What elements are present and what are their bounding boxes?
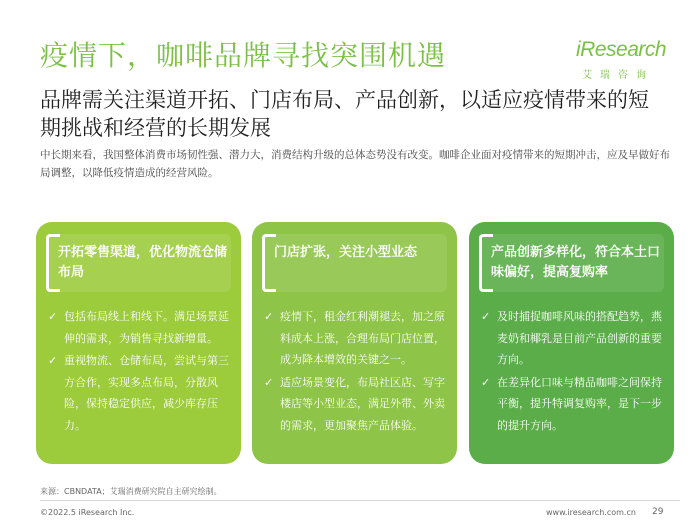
check-icon: ✓	[264, 310, 274, 323]
list-item-text: 包括布局线上和线下。满足场景延伸的需求，为销售寻找新增量。	[64, 310, 229, 345]
list-item-text: 疫情下，租金红利潮褪去，加之原料成本上涨，合理布局门店位置，成为降本增效的关键之一。	[280, 310, 445, 366]
footer-website: www.iresearch.com.cn	[546, 508, 636, 517]
page-title: 疫情下，咖啡品牌寻找突围机遇	[40, 39, 447, 72]
check-icon: ✓	[481, 310, 491, 323]
list-item	[48, 306, 233, 349]
list-item-text: 重视物流、仓储布局，尝试与第三方合作，实现多点布局，分散风险，保持稳定供应，减少库存压力。	[64, 354, 229, 432]
footer-copyright: ©2022.5 iResearch Inc.	[40, 508, 135, 517]
card-header	[262, 234, 447, 292]
card-header	[479, 234, 664, 292]
page-number: 29	[652, 507, 664, 517]
check-icon: ✓	[264, 375, 274, 389]
list-item	[264, 306, 449, 371]
check-icon: ✓	[48, 354, 58, 367]
list-item-text: 在差异化口味与精品咖啡之间保持平衡，提升特调复购率，是下一步的提升方向。	[497, 375, 662, 432]
logo-subtext: 艾瑞咨询	[582, 70, 654, 81]
page-description: 中长期来看，我国整体消费市场韧性强、潜力大，消费结构升级的总体态势没有改变。咖啡企业面对疫情带来的短期冲击，应及早做好布局调整，以降低疫情造成的经营风险。	[40, 149, 670, 179]
footer-divider	[40, 500, 680, 501]
card-title: 开拓零售渠道，优化物流仓储布局	[58, 245, 228, 280]
list-item	[48, 350, 233, 436]
card-store-expansion	[252, 222, 457, 464]
list-item-text: 及时捕捉咖啡风味的搭配趋势，燕麦奶和椰乳是目前产品创新的重要方向。	[497, 310, 662, 366]
list-item-text: 适应场景变化，布局社区店、写字楼店等小型业态，满足外带、外卖的需求，更加聚焦产品体验。	[280, 375, 445, 432]
check-icon: ✓	[48, 310, 58, 323]
card-item-list	[264, 306, 449, 437]
list-item	[481, 372, 666, 437]
card-retail-channel	[36, 222, 241, 464]
card-title: 门店扩张，关注小型业态	[274, 245, 418, 260]
list-item	[481, 306, 666, 371]
card-header	[46, 234, 231, 292]
source-note: 来源：CBNDATA；艾瑞消费研究院自主研究绘制。	[40, 487, 222, 496]
list-item	[264, 372, 449, 437]
check-icon: ✓	[481, 375, 491, 389]
page-subtitle: 品牌需关注渠道开拓、门店布局、产品创新，以适应疫情带来的短期挑战和经营的长期发展	[40, 88, 649, 140]
card-product-innovation	[469, 222, 674, 464]
card-title: 产品创新多样化，符合本土口味偏好，提高复购率	[491, 245, 661, 280]
iresearch-logo	[576, 38, 668, 82]
card-item-list	[481, 306, 666, 437]
card-item-list	[48, 306, 233, 437]
logo-wordmark: iResearch	[576, 38, 667, 61]
